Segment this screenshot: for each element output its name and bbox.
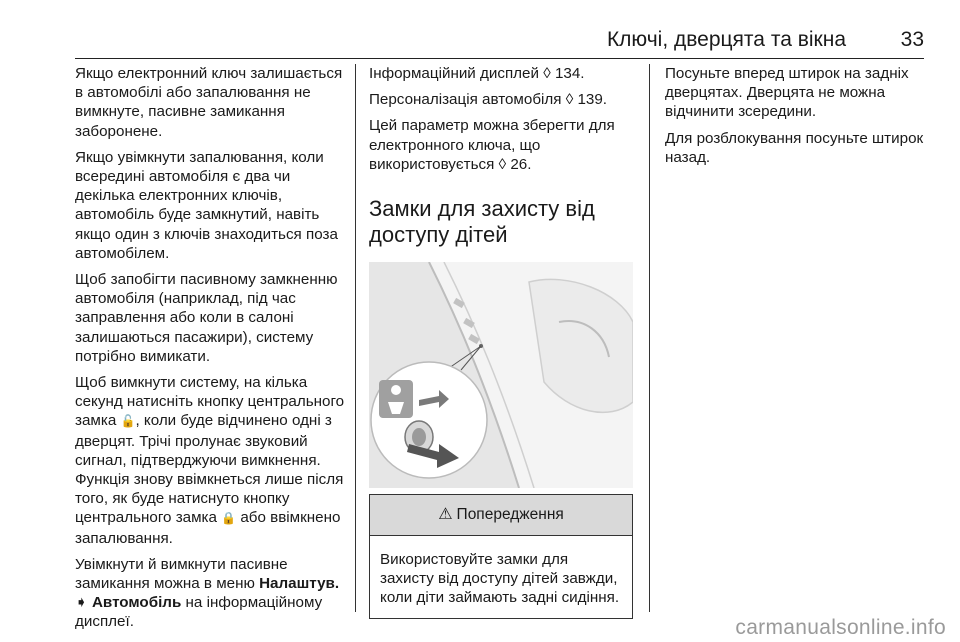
lock-icon: 🔒 <box>221 511 237 526</box>
watermark: carmanualsonline.info <box>735 616 946 639</box>
header-title: Ключі, дверцята та вікна <box>606 28 846 51</box>
warning-header <box>370 495 632 536</box>
column-divider-2 <box>649 64 650 612</box>
column-divider-1 <box>355 64 356 612</box>
menu-settings-label: Налаштув. <box>259 575 340 593</box>
warning-text: Використовуйте замки для захисту від доступу дітей завжди, коли діти займають задні сидіння. <box>380 551 620 607</box>
menu-arrow-icon: ➧ <box>75 594 88 612</box>
column-3 <box>665 64 937 174</box>
menu-vehicle-label: Автомобіль <box>91 594 182 612</box>
page-number: 33 <box>900 28 924 51</box>
column-1 <box>75 64 347 639</box>
reference-personalization: Персоналізація автомобіля ◊ 139. <box>369 91 608 109</box>
page-ref-arrow-icon: ◊ <box>543 65 551 82</box>
page-header <box>75 0 924 59</box>
paragraph-slide-back: Для розблокування посуньте штирок назад. <box>665 129 924 166</box>
paragraph-electronic-key: Якщо електронний ключ залишається в автомобілі або запалювання не вимкнуте, пасивне замикання заборонене. <box>75 65 343 140</box>
section-title-child-locks: Замки для захисту від доступу дітей <box>369 196 595 248</box>
page-ref-arrow-icon: ◊ <box>565 91 574 109</box>
paragraph-menu-settings: Увімкнути й вимкнути пасивне замикання можна в меню Налаштув. ➧ Автомобіль на інформаційному дисплеї. <box>75 555 340 631</box>
warning-icon: ⚠ <box>438 506 453 524</box>
warning-box <box>369 494 633 619</box>
reference-info-display: Інформаційний дисплей ◊ 134. <box>369 65 585 82</box>
warning-title: Попередження <box>456 506 564 524</box>
door-illustration <box>369 262 633 488</box>
paragraph-slide-forward: Посуньте вперед штирок на задніх дверцятах. Дверцята не можна відчинити зсередини. <box>665 65 909 121</box>
column-2 <box>369 64 633 619</box>
child-lock-illustration <box>369 262 633 488</box>
paragraph-disable-system: Щоб вимкнути систему, на кілька секунд натисніть кнопку центрального замка 🔓, коли буде відчинено одні з дверцят. Трічі пролунає звуковий сигнал, підтверджуючи вимкнення. Функція знову ввімкнеться лише після того, як буде натиснуто кнопку центрального замка 🔒 або ввімкнено запалювання. <box>75 374 345 547</box>
paragraph-prevent-locking: Щоб запобігти пасивному замкненню автомобіля (наприклад, під час заправлення або коли в салоні залишаються пасажири), систему потрібно вимикати. <box>75 271 338 365</box>
paragraph-multiple-keys: Якщо увімкнути запалювання, коли всередині автомобіля є два чи декілька електронних ключів, автомобіль буде замкнутий, навіть якщо один з ключів знаходиться поза автомобілем. <box>75 148 338 262</box>
page-ref-arrow-icon: ◊ <box>498 155 507 173</box>
unlock-icon: 🔓 <box>120 414 136 429</box>
reference-key-setting: Цей параметр можна зберегти для електронного ключа, що використовується ◊ 26. <box>369 117 615 173</box>
